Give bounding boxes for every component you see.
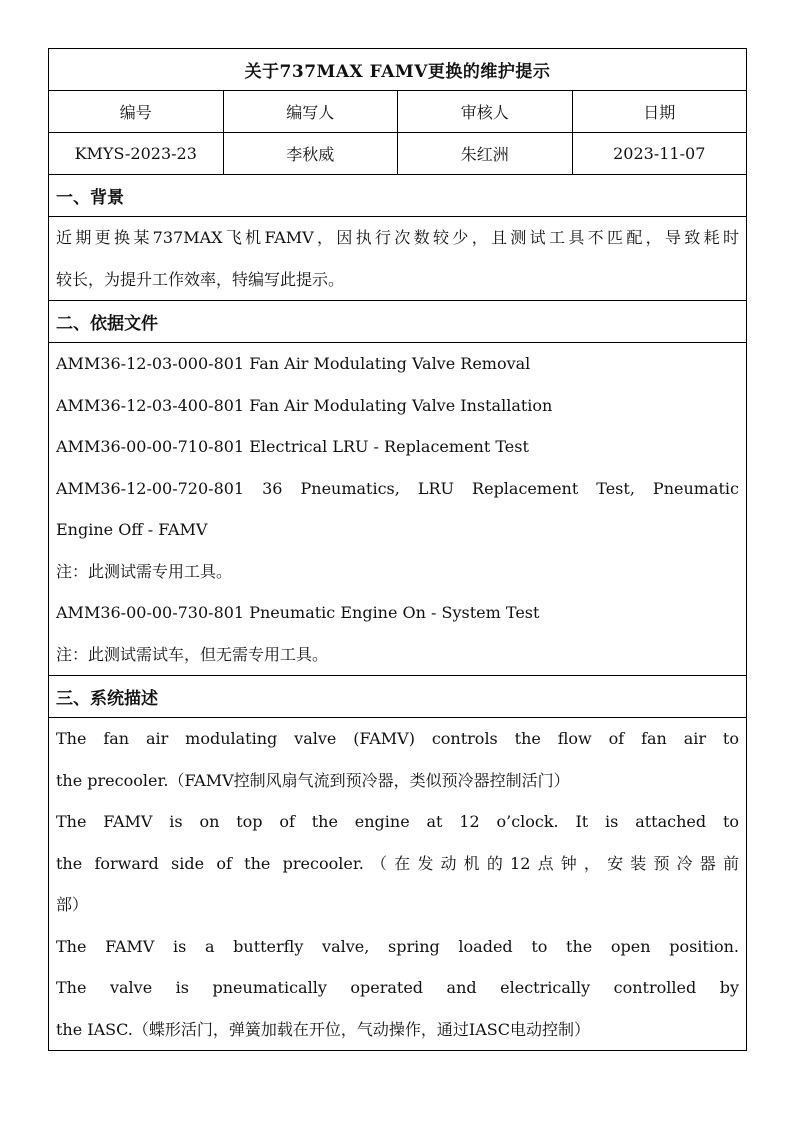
document-date: 2023-11-07	[613, 144, 706, 163]
reference-line: AMM36-12-03-400-801 Fan Air Modulating Valve Installation	[56, 395, 553, 415]
author-name: 李秋威	[224, 133, 399, 174]
document-number: KMYS-2023-23	[49, 133, 224, 174]
maintenance-tip-document	[48, 48, 747, 1051]
section-heading-background: 一、背景	[49, 175, 746, 217]
system-line: The valve is pneumatically operated and electrically controlled by	[56, 978, 739, 997]
reference-note: 注：此测试需试车，但无需专用工具。	[56, 644, 329, 664]
section-heading-references: 二、依据文件	[49, 301, 746, 343]
system-line: The FAMV is on top of the engine at 12 o’clock. It is attached to	[56, 812, 739, 831]
system-line: 部）	[56, 895, 89, 914]
section-heading-system: 三、系统描述	[49, 676, 746, 718]
system-line: the IASC.（蝶形活门，弹簧加载在开位，气动操作，通过IASC电动控制）	[56, 1019, 590, 1039]
system-line: the forward side of the precooler.（在发动机的12点钟，安装预冷器前	[56, 853, 739, 873]
reference-line: AMM36-12-00-720-801 36 Pneumatics, LRU Replacement Test, Pneumatic	[56, 478, 739, 498]
system-line: The FAMV is a butterfly valve, spring loaded to the open position.	[56, 936, 739, 956]
section-body-system	[49, 718, 746, 1050]
header-label-date: 日期	[643, 103, 676, 122]
document-title: 关于737MAX FAMV更换的维护提示	[49, 49, 746, 91]
header-label-number: 编号	[49, 91, 224, 132]
background-line: 较长，为提升工作效率，特编写此提示。	[56, 269, 345, 289]
header-values-row	[49, 133, 746, 175]
reviewer-name: 朱红洲	[398, 133, 573, 174]
background-line: 近期更换某737MAX飞机FAMV，因执行次数较少，且测试工具不匹配，导致耗时	[56, 228, 739, 247]
reference-line: AMM36-00-00-710-801 Electrical LRU - Replacement Test	[56, 437, 529, 456]
reference-note: 注：此测试需专用工具。	[56, 561, 233, 581]
system-line: The fan air modulating valve (FAMV) controls the flow of fan air to	[56, 729, 739, 748]
reference-line: AMM36-12-03-000-801 Fan Air Modulating Valve Removal	[56, 354, 531, 373]
header-label-author: 编写人	[224, 91, 399, 132]
reference-line: Engine Off - FAMV	[56, 520, 208, 539]
reference-line: AMM36-00-00-730-801 Pneumatic Engine On - System Test	[56, 603, 540, 622]
header-labels-row	[49, 91, 746, 133]
section-body-references	[49, 343, 746, 676]
system-line: the precooler.（FAMV控制风扇气流到预冷器，类似预冷器控制活门）	[56, 770, 570, 790]
section-body-background	[49, 217, 746, 301]
header-label-reviewer: 审核人	[398, 91, 573, 132]
